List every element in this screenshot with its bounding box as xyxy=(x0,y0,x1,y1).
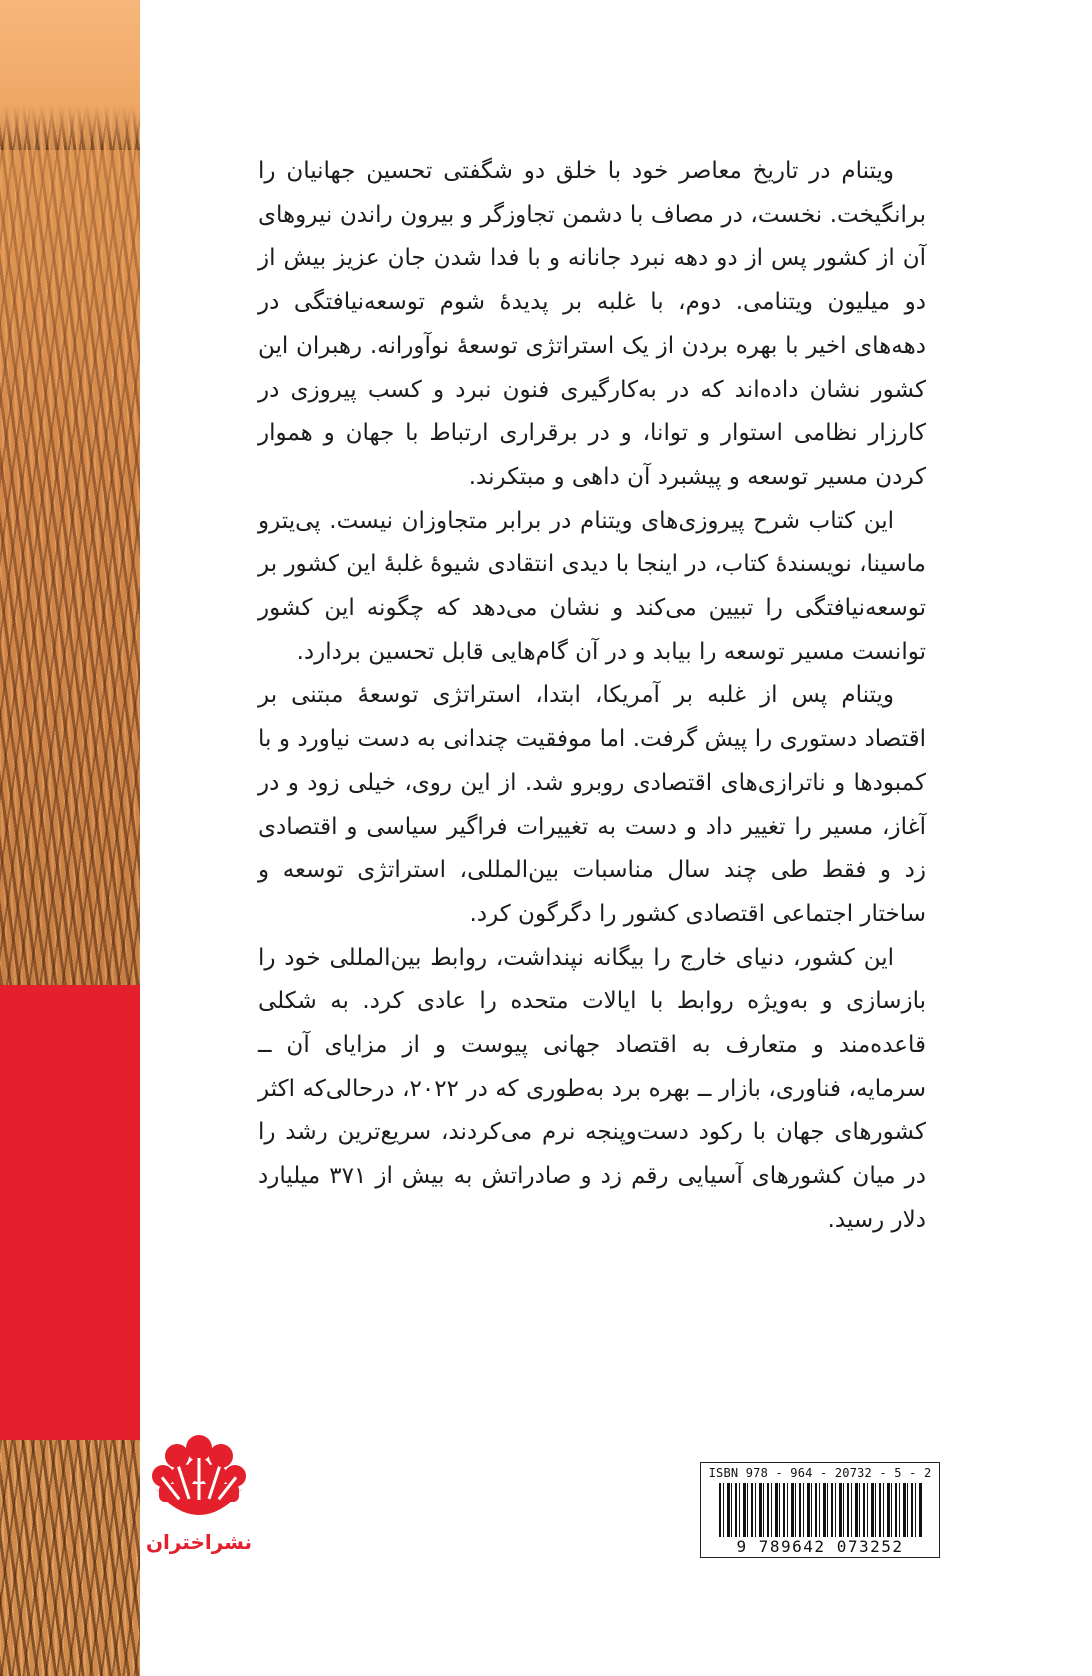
isbn-label: ISBN 978 - 964 - 20732 - 5 - 2 xyxy=(708,1466,932,1480)
publisher-name: نشراختران xyxy=(145,1530,253,1554)
paragraph: ویتنام پس از غلبه بر آمریکا، ابتدا، استراتژی توسعهٔ مبتنی بر اقتصاد دستوری را پیش گرفت. اما موفقیت چندانی به دست نیاورد و با کمبودها و ناترازی‌های اقتصادی روبرو شد. از این روی، خیلی زود و در آغاز، مسیر را تغییر داد و دست به تغییرات فراگیر سیاسی و اقتصادی زد و فقط طی چند سال مناسبات بین‌المللی، استراتژی توسعه و ساختار اجتماعی اقتصادی کشور را دگرگون کرد. xyxy=(258,682,926,927)
sky-gradient xyxy=(0,0,140,150)
paragraph: ویتنام در تاریخ معاصر خود با خلق دو شگفتی تحسین جهانیان را برانگیخت. نخست، در مصاف با دشمن تجاوزگر و بیرون راندن نیروهای آن از کشور پس از دو دهه نبرد جانانه و با فدا شدن جان عزیز بیش از دو میلیون ویتنامی. دوم، با غلبه بر پدیدهٔ شوم توسعه‌نیافتگی در دهه‌های اخیر با بهره بردن از یک استراتژی توسعهٔ نوآورانه. رهبران این کشور نشان داده‌اند که در به‌کارگیری فنون نبرد و کسب پیروزی در کارزار نظامی استوار و توانا، و در برقراری ارتباط با جهان و هموار کردن مسیر توسعه و پیشبرد آن داهی و مبتکرند. xyxy=(258,158,926,490)
red-band xyxy=(0,985,140,1440)
cover-side-strip xyxy=(0,0,140,1676)
publisher-logo xyxy=(145,1432,253,1572)
barcode-number: 9 789642 073252 xyxy=(736,1537,904,1556)
back-cover-text xyxy=(258,150,926,1243)
barcode-bars xyxy=(719,1483,923,1537)
isbn-barcode xyxy=(700,1462,940,1558)
shell-logo-icon xyxy=(149,1432,249,1528)
wheat-field-image-bottom xyxy=(0,1440,140,1676)
paragraph: این کشور، دنیای خارج را بیگانه نپنداشت، روابط بین‌المللی خود را بازسازی و به‌ویژه روابط با ایالات متحده را عادی کرد. به شکلی قاعده‌مند و متعارف به اقتصاد جهانی پیوست و از مزایای آن ــ سرمایه، فناوری، بازار ــ بهره برد به‌طوری که در ۲۰۲۲، درحالی‌که اکثر کشورهای جهان با رکود دست‌وپنجه نرم می‌کردند، سریع‌ترین رشد را در میان کشورهای آسیایی رقم زد و صادراتش به بیش از ۳۷۱ میلیارد دلار رسید. xyxy=(258,944,926,1233)
field-overlay xyxy=(0,150,140,985)
paragraph: این کتاب شرح پیروزی‌های ویتنام در برابر متجاوزان نیست. پی‌یترو ماسینا، نویسندهٔ کتاب، در اینجا با دیدی انتقادی شیوهٔ غلبهٔ این کشور بر توسعه‌نیافتگی را تبیین می‌کند و نشان می‌دهد که چگونه این کشور توانست مسیر توسعه را بیابد و در آن گام‌هایی قابل تحسین بردارد. xyxy=(258,507,926,665)
